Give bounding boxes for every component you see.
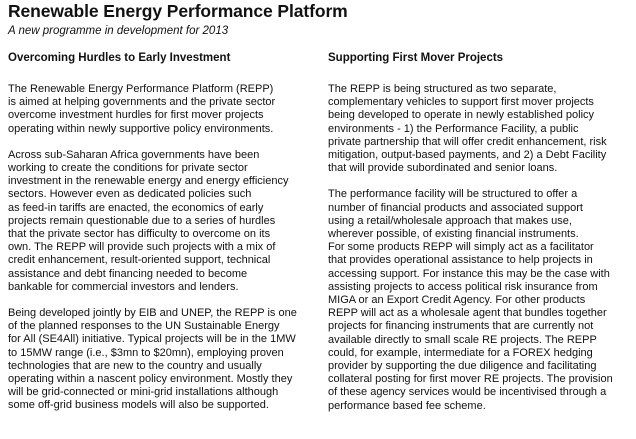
text-line: working to create the conditions for private sector xyxy=(8,162,248,175)
text-line: operating within a nascent policy environment. Mostly they xyxy=(8,373,293,386)
text-line: using a retail/wholesale approach that makes use, xyxy=(328,214,572,227)
text-line: The Renewable Energy Performance Platform (REPP) xyxy=(8,83,274,95)
text-line: could, for example, intermediate for a FOREX hedging xyxy=(328,346,593,359)
text-line: will be grid-connected or mini-grid installations although xyxy=(8,386,279,399)
text-line: operating within newly supportive policy environments. xyxy=(8,122,274,135)
text-line: for All (SE4All) initiative. Typical projects will be in the 1MW xyxy=(8,333,296,346)
text-line: performance based fee scheme. xyxy=(328,399,486,412)
text-line: is aimed at helping governments and the private sector xyxy=(8,96,276,109)
paragraph xyxy=(328,188,633,412)
text-line: technologies that are new to the country and usually xyxy=(8,359,262,372)
text-line: complementary vehicles to support first mover projects xyxy=(328,96,594,109)
text-line: some off-grid business models will also be supported. xyxy=(8,399,269,412)
text-line: that provides operational assistance to help projects in xyxy=(328,254,593,267)
text-line: as feed-in tariffs are enacted, the economics of early xyxy=(8,201,264,214)
text-line: REPP will act as a wholesale agent that bundles together xyxy=(328,307,607,320)
text-line: that the private sector has difficulty to overcome on its xyxy=(8,228,271,241)
text-line: environments - 1) the Performance Facility, a public xyxy=(328,122,579,135)
text-line: accessing support. For instance this may be the case with xyxy=(328,267,610,280)
text-line: collateral posting for first mover RE projects. The provision xyxy=(328,373,613,386)
text-line: Across sub-Saharan Africa governments have been xyxy=(8,148,260,161)
text-line: Being developed jointly by EIB and UNEP, the REPP is one xyxy=(8,307,297,320)
text-line: of these agency services would be incentivised through a xyxy=(328,386,607,399)
text-line: own. The REPP will provide such projects with a mix of xyxy=(8,241,276,254)
document-title: Renewable Energy Performance Platform xyxy=(8,1,348,21)
text-line: investment in the renewable energy and energy efficiency xyxy=(8,175,289,188)
text-line: assisting projects to access political risk insurance from xyxy=(328,280,598,293)
text-line: sectors. However even as dedicated policies such xyxy=(8,188,252,201)
text-line: provider by supporting the due diligence and facilitating xyxy=(328,360,597,373)
left-column xyxy=(8,51,308,426)
right-column xyxy=(328,51,633,426)
paragraph xyxy=(8,83,308,136)
text-line: bankable for commercial investors and lenders. xyxy=(8,280,239,293)
text-line: For some products REPP will simply act as a facilitator xyxy=(328,241,594,254)
text-line: projects for financing instruments that are currently not xyxy=(328,320,594,333)
text-line: projects remain questionable due to a series of hurdles xyxy=(8,214,276,227)
text-line: The performance facility will be structured to offer a xyxy=(328,188,578,201)
section-body xyxy=(328,83,633,413)
section-body xyxy=(8,83,308,413)
text-line: overcome investment hurdles for first mover projects xyxy=(8,109,264,122)
section-heading: Overcoming Hurdles to Early Investment xyxy=(8,52,231,64)
text-line: mitigation, output-based payments, and 2) a Debt Facility xyxy=(328,149,607,162)
text-line: available directly to small scale RE projects. The REPP xyxy=(328,333,597,346)
text-line: private partnership that will offer credit enhancement, risk xyxy=(328,135,607,148)
text-line: to 15MW range (i.e., $3mn to $20mn), employing proven xyxy=(8,346,284,359)
document-subtitle: A new programme in development for 2013 xyxy=(8,25,229,37)
paragraph xyxy=(8,307,308,413)
section-heading: Supporting First Mover Projects xyxy=(328,52,504,64)
text-line: that will provide subordinated and senior loans. xyxy=(328,162,558,175)
text-line: of the planned responses to the UN Sustainable Energy xyxy=(8,320,280,333)
text-line: credit enhancement, result-oriented support, technical xyxy=(8,254,271,267)
text-line: assistance and debt financing needed to become xyxy=(8,267,248,280)
text-line: wherever possible, of existing financial instruments. xyxy=(328,228,579,241)
text-line: number of financial products and associated support xyxy=(328,201,583,214)
paragraph xyxy=(8,149,308,294)
text-line: The REPP is being structured as two separate, xyxy=(328,83,557,95)
text-line: being developed to operate in newly established policy xyxy=(328,109,595,122)
text-line: MIGA or an Export Credit Agency. For other products xyxy=(328,294,586,307)
paragraph xyxy=(328,83,633,175)
